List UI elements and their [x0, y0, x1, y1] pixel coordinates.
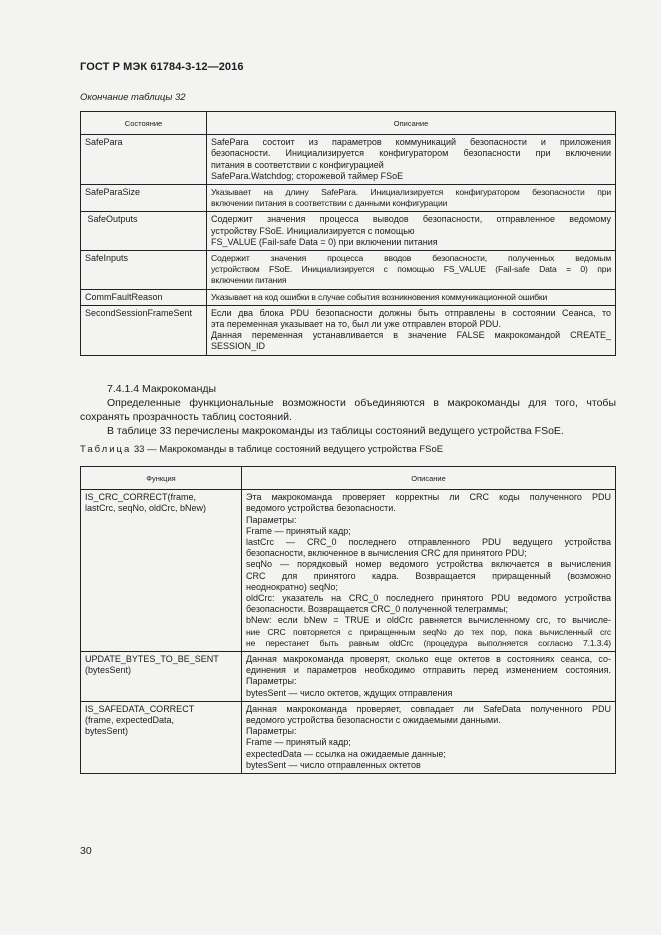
state-description: Указывает на код ошибки в случае события возникновения коммуникационной ошибки [207, 289, 616, 305]
state-description: Если два блока PDU безопасности должны быть отправлены в состоянии Сеанса, то эта переменная указывает на то, был ли уже отправлен второй PDU. Данная переменная устанавливается в значение FALSE макрокомандой CREATE_ SESSION_ID [207, 305, 616, 355]
table-33-caption: Таблица 33 — Макрокоманды в таблице состояний ведущего устройства FSoE [80, 444, 444, 455]
macro-signature: IS_CRC_CORRECT(frame, lastCrc, seqNo, oldCrc, bNew) [81, 490, 242, 652]
table-row [81, 305, 616, 355]
macro-description: Эта макрокоманда проверяет корректны ли CRC коды полученного PDU ведомого устройства безопасности. Параметры: Frame — принятый кадр; lastCrc — CRC_0 последнего отправленного PDU ведущего устройства безопасности, включенное в вычисления CRC для принятого PDU; seqNo — порядковый номер ведомого устройства включается в вычисления CRC для принятого кадра. Возвращается приращенный (возможно неоднократно) seqNo; oldCrc: указатель на CRC_0 последнего принятого PDU ведомого устройства безопасности. Возвращается CRC_0 полученной телеграммы; bNew: если bNew = TRUE и oldCrc равняется вычисленному crc, то вычисле- ние CRC повторяется с приращенным seqNo до тех пор, пока вычисленный crc не перестанет быть равным oldCrc (процедура выполняется согласно 7.1.3.4) [242, 490, 616, 652]
column-header-description: Описание [242, 467, 616, 490]
table-row [81, 135, 616, 185]
macro-description: Данная макрокоманда проверят, сколько еще октетов в состояниях сеанса, со- единения и параметров необходимо отправить перед изменением состояния. Параметры: bytesSent — число октетов, ждущих отправления [242, 652, 616, 702]
table-32-continuation-caption: Окончание таблицы 32 [80, 92, 186, 103]
macro-signature: IS_SAFEDATA_CORRECT (frame, expectedData, bytesSent) [81, 701, 242, 773]
page-number: 30 [80, 845, 92, 857]
standard-code-header: ГОСТ Р МЭК 61784-3-12—2016 [80, 61, 244, 73]
table-33 [80, 466, 616, 774]
state-description: Содержит значения процесса вводов безопасности, полученных ведомым устройством FSoE. Инициализируется с помощью FS_VALUE (Fail-safe Data = 0) при включении питания [207, 251, 616, 290]
state-description: Содержит значения процесса выводов безопасности, отправленное ведомому устройству FSoE. Инициализируется с помощью FS_VALUE (Fail-safe Data = 0) при включении питания [207, 212, 616, 251]
state-name: SecondSessionFrameSent [81, 305, 207, 355]
state-description: SafePara состоит из параметров коммуникаций безопасности и приложения безопасности. Инициализируется конфигуратором безопасности при включении питания в соответствии с конфигурацией SafePara.Watchdog; сторожевой таймер FSoE [207, 135, 616, 185]
state-name: SafeInputs [81, 251, 207, 290]
paragraph-macros-intro: Определенные функциональные возможности объединяются в макрокоманды для того, чтобы сохранять прозрачность таблиц состояний. [80, 397, 616, 423]
column-header-description: Описание [207, 112, 616, 135]
state-description: Указывает на длину SafePara. Инициализируется конфигуратором безопасности при включении питания в соответствии с данными конфигурации [207, 185, 616, 212]
table-row [81, 212, 616, 251]
table-row [81, 490, 616, 652]
table-row [81, 289, 616, 305]
table-header-row [81, 112, 616, 135]
state-name: SafePara [81, 135, 207, 185]
macro-description: Данная макрокоманда проверяет, совпадает ли SafeData полученного PDU ведомого устройства безопасности с ожидаемыми данными. Параметры: Frame — принятый кадр; expectedData — ссылка на ожидаемые данные; bytesSent — число отправленных октетов [242, 701, 616, 773]
table-row [81, 185, 616, 212]
table-row [81, 701, 616, 773]
table-row [81, 251, 616, 290]
table-32 [80, 111, 616, 356]
table-header-row [81, 467, 616, 490]
paragraph-table-reference: В таблице 33 перечислены макрокоманды из таблицы состояний ведущего устройства FSoE. [107, 425, 564, 437]
column-header-state: Состояние [81, 112, 207, 135]
table-row [81, 652, 616, 702]
state-name: CommFaultReason [81, 289, 207, 305]
column-header-function: Функция [81, 467, 242, 490]
section-heading: 7.4.1.4 Макрокоманды [107, 383, 217, 395]
macro-signature: UPDATE_BYTES_TO_BE_SENT (bytesSent) [81, 652, 242, 702]
state-name: SafeParaSize [81, 185, 207, 212]
state-name: SafeOutputs [81, 212, 207, 251]
